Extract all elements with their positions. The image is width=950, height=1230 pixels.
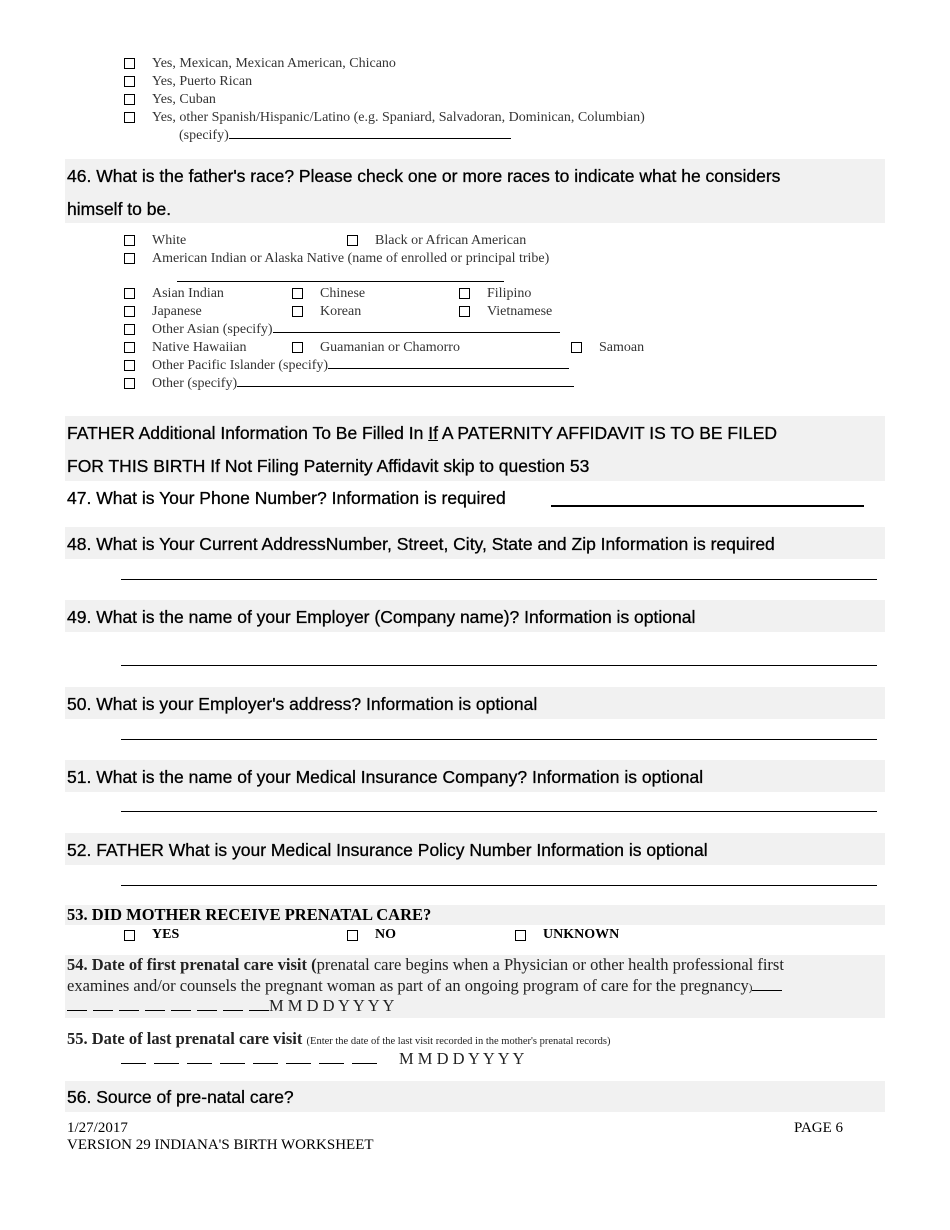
q49-label: 49. What is the name of your Employer (Company name)? Information is optional [67, 607, 696, 627]
father-section-line2: FOR THIS BIRTH If Not Filing Paternity Affidavit skip to question 53 [67, 456, 590, 476]
q54-blank[interactable] [93, 1010, 113, 1011]
q54-blank[interactable] [249, 1010, 269, 1011]
insurance-company-field[interactable] [121, 811, 877, 812]
q50-label: 50. What is your Employer's address? Information is optional [67, 694, 538, 714]
q55-blank[interactable] [253, 1063, 278, 1064]
hispanic-specify-label: (specify) [179, 128, 229, 143]
q47-label: 47. What is Your Phone Number? Information is required [67, 488, 506, 508]
checkbox-guamanian[interactable] [292, 342, 303, 353]
phone-number-field[interactable] [551, 505, 864, 507]
checkbox-samoan[interactable] [571, 342, 582, 353]
father-section-line1 [67, 423, 777, 444]
father-section-if: If [428, 423, 438, 443]
checkbox-black[interactable] [347, 235, 358, 246]
checkbox-cuban[interactable] [124, 94, 135, 105]
other-pacific-specify-field[interactable] [328, 368, 569, 369]
option-prenatal-yes: YES [152, 927, 180, 942]
checkbox-chinese[interactable] [292, 288, 303, 299]
q51-label: 51. What is the name of your Medical Insurance Company? Information is optional [67, 767, 704, 787]
checkbox-asian-indian[interactable] [124, 288, 135, 299]
option-puerto-rican: Yes, Puerto Rican [152, 74, 253, 89]
q54-blank[interactable] [171, 1010, 191, 1011]
checkbox-other-pacific[interactable] [124, 360, 135, 371]
q47-row [67, 488, 506, 509]
checkbox-prenatal-yes[interactable] [124, 930, 135, 941]
option-samoan: Samoan [599, 340, 645, 355]
option-vietnamese: Vietnamese [487, 304, 553, 319]
q48-label: 48. What is Your Current AddressNumber, Street, City, State and Zip Information is required [67, 534, 775, 554]
footer-date: 1/27/2017 [67, 1120, 128, 1136]
option-prenatal-unknown: UNKNOWN [543, 927, 620, 942]
checkbox-filipino[interactable] [459, 288, 470, 299]
q54-blank[interactable] [67, 1010, 87, 1011]
option-mexican: Yes, Mexican, Mexican American, Chicano [152, 56, 396, 71]
policy-number-field[interactable] [121, 885, 877, 886]
q55-blank[interactable] [286, 1063, 311, 1064]
q54-blank[interactable] [197, 1010, 217, 1011]
option-filipino: Filipino [487, 286, 532, 301]
other-asian-specify-field[interactable] [273, 332, 560, 333]
address-field[interactable] [121, 579, 877, 580]
q46-title-line1: 46. What is the father's race? Please check one or more races to indicate what he considers [67, 166, 781, 186]
checkbox-korean[interactable] [292, 306, 303, 317]
footer-version: VERSION 29 INDIANA'S BIRTH WORKSHEET [67, 1137, 374, 1153]
q55-line2 [121, 1049, 524, 1069]
q46-title-line2: himself to be. [67, 199, 172, 219]
option-native-hawaiian: Native Hawaiian [152, 340, 247, 355]
q55-blank[interactable] [319, 1063, 344, 1064]
option-japanese: Japanese [152, 304, 202, 319]
father-section-line1-a: FATHER Additional Information To Be Filled In [67, 423, 429, 443]
q55-blank[interactable] [154, 1063, 179, 1064]
checkbox-prenatal-unknown[interactable] [515, 930, 526, 941]
other-race-specify-field[interactable] [237, 386, 574, 387]
hispanic-specify-row [179, 127, 511, 145]
checkbox-prenatal-no[interactable] [347, 930, 358, 941]
checkbox-other-hispanic[interactable] [124, 112, 135, 123]
q52-label: 52. FATHER What is your Medical Insurance Policy Number Information is optional [67, 840, 708, 860]
option-cuban: Yes, Cuban [152, 92, 216, 107]
q54-date-format: M M D D Y Y Y Y [269, 996, 395, 1015]
checkbox-native-hawaiian[interactable] [124, 342, 135, 353]
q55-bold: 55. Date of last prenatal care visit [67, 1029, 303, 1048]
q54-blank[interactable] [145, 1010, 165, 1011]
option-other-asian: Other Asian (specify) [152, 322, 273, 337]
q54-blank[interactable] [223, 1010, 243, 1011]
q53-label: 53. DID MOTHER RECEIVE PRENATAL CARE? [67, 905, 432, 924]
other-asian-row [152, 321, 560, 339]
option-other-hispanic: Yes, other Spanish/Hispanic/Latino (e.g. Spaniard, Salvadoran, Dominican, Columbian) [152, 110, 645, 125]
father-section-line1-b: A PATERNITY AFFIDAVIT IS TO BE FILED [437, 423, 778, 443]
checkbox-white[interactable] [124, 235, 135, 246]
q54-text2: examines and/or counsels the pregnant woman as part of an ongoing program of care for the pregnancy [67, 976, 749, 995]
other-race-row [152, 375, 574, 393]
q55-blank[interactable] [352, 1063, 377, 1064]
option-white: White [152, 233, 187, 248]
checkbox-japanese[interactable] [124, 306, 135, 317]
checkbox-puerto-rican[interactable] [124, 76, 135, 87]
q55-line1 [67, 1029, 610, 1049]
q55-date-format: M M D D Y Y Y Y [399, 1049, 525, 1068]
tribe-specify-field[interactable] [177, 281, 504, 282]
checkbox-vietnamese[interactable] [459, 306, 470, 317]
option-asian-indian: Asian Indian [152, 286, 224, 301]
q56-label: 56. Source of pre-natal care? [67, 1087, 294, 1107]
q54-blank[interactable] [119, 1010, 139, 1011]
option-guamanian: Guamanian or Chamorro [320, 340, 460, 355]
option-other-race: Other (specify) [152, 376, 238, 391]
checkbox-other-asian[interactable] [124, 324, 135, 335]
q54-first-blank[interactable] [752, 990, 782, 991]
other-pacific-row [152, 357, 569, 375]
q55-blank[interactable] [220, 1063, 245, 1064]
q55-blank[interactable] [121, 1063, 146, 1064]
hispanic-specify-field[interactable] [229, 138, 511, 139]
q54-text1: prenatal care begins when a Physician or other health professional first [316, 955, 784, 974]
checkbox-mexican[interactable] [124, 58, 135, 69]
q54-line1 [67, 955, 784, 975]
q54-bold: 54. Date of first prenatal care visit ( [67, 955, 317, 974]
option-chinese: Chinese [320, 286, 366, 301]
footer-page-number: PAGE 6 [794, 1120, 844, 1136]
checkbox-other-race[interactable] [124, 378, 135, 389]
q55-blank[interactable] [187, 1063, 212, 1064]
option-other-pacific: Other Pacific Islander (specify) [152, 358, 329, 373]
q54-line2: examines and/or counsels the pregnant woman as part of an ongoing program of care for the pregnancy) [67, 976, 782, 996]
employer-address-field[interactable] [121, 739, 877, 740]
option-black: Black or African American [375, 233, 527, 248]
option-korean: Korean [320, 304, 362, 319]
employer-name-field[interactable] [121, 665, 877, 666]
option-american-indian: American Indian or Alaska Native (name of enrolled or principal tribe) [152, 251, 550, 266]
q54-line3 [67, 996, 394, 1016]
checkbox-american-indian[interactable] [124, 253, 135, 264]
option-prenatal-no: NO [375, 927, 396, 942]
q55-note: (Enter the date of the last visit recorded in the mother's prenatal records) [306, 1036, 611, 1047]
